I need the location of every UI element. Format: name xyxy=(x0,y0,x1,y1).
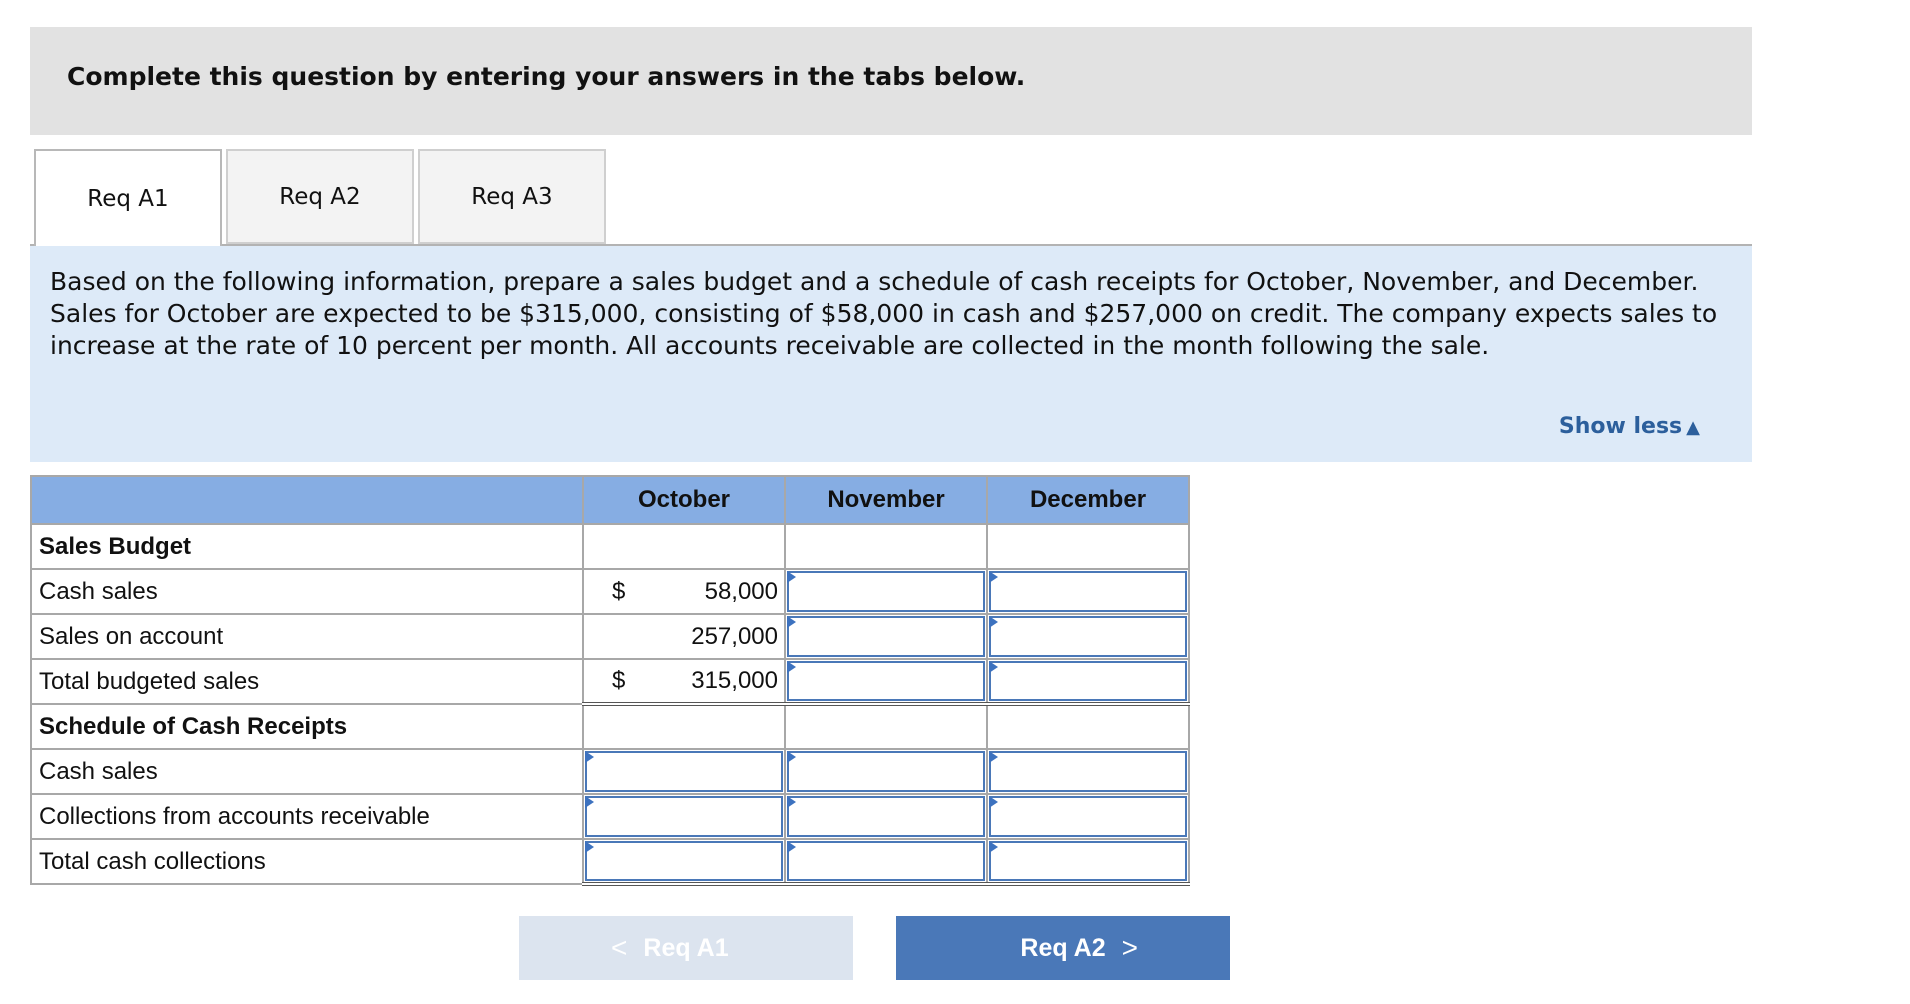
tab-req-a2[interactable]: Req A2 xyxy=(226,149,414,244)
blank-cell xyxy=(987,524,1189,569)
collections-label: Collections from accounts receivable xyxy=(31,794,583,839)
november-sales-on-account-input[interactable] xyxy=(785,614,987,659)
header-blank xyxy=(31,476,583,524)
input-flag-icon xyxy=(989,661,998,673)
input-flag-icon xyxy=(787,571,796,583)
input-flag-icon xyxy=(989,616,998,628)
show-less-link[interactable] xyxy=(1559,414,1700,439)
cash-sales-label: Cash sales xyxy=(31,569,583,614)
input-flag-icon xyxy=(787,841,796,853)
input-flag-icon xyxy=(787,751,796,763)
table-row xyxy=(31,794,1189,839)
currency-symbol: $ xyxy=(612,667,626,694)
october-total-sales-value: 315,000 xyxy=(691,667,778,694)
prev-req-label: Req A1 xyxy=(643,933,729,962)
table-row xyxy=(31,524,1189,569)
input-flag-icon xyxy=(989,571,998,583)
input-flag-icon xyxy=(989,841,998,853)
november-collections-input[interactable] xyxy=(785,794,987,839)
next-req-label: Req A2 xyxy=(1020,933,1106,962)
prev-req-button[interactable] xyxy=(519,916,853,980)
november-cash-receipts-input[interactable] xyxy=(785,749,987,794)
chevron-left-icon: < xyxy=(611,932,628,963)
table-row xyxy=(31,614,1189,659)
input-flag-icon xyxy=(585,796,594,808)
tab-req-a3[interactable]: Req A3 xyxy=(418,149,606,244)
december-cash-sales-input[interactable] xyxy=(987,569,1189,614)
tab-req-a1[interactable]: Req A1 xyxy=(34,149,222,246)
table-row xyxy=(31,749,1189,794)
sales-budget-heading: Sales Budget xyxy=(31,524,583,569)
december-total-sales-input[interactable] xyxy=(987,659,1189,704)
october-cash-sales-cell xyxy=(583,569,785,614)
show-less-label: Show less xyxy=(1558,414,1683,439)
november-cash-sales-input[interactable] xyxy=(785,569,987,614)
header-december: December xyxy=(987,476,1189,524)
schedule-heading: Schedule of Cash Receipts xyxy=(31,704,583,749)
input-flag-icon xyxy=(787,616,796,628)
december-total-collections-input[interactable] xyxy=(987,839,1189,884)
december-sales-on-account-input[interactable] xyxy=(987,614,1189,659)
october-total-collections-input[interactable] xyxy=(583,839,785,884)
header-october: October xyxy=(583,476,785,524)
input-flag-icon xyxy=(787,796,796,808)
input-flag-icon xyxy=(787,661,796,673)
table-row xyxy=(31,659,1189,704)
instructions-text: Complete this question by entering your answers in the tabs below. xyxy=(67,61,1026,91)
october-cash-receipts-input[interactable] xyxy=(583,749,785,794)
chevron-right-icon: > xyxy=(1121,932,1138,963)
december-collections-input[interactable] xyxy=(987,794,1189,839)
table-header-row xyxy=(31,476,1189,524)
total-budgeted-sales-label: Total budgeted sales xyxy=(31,659,583,704)
table-row xyxy=(31,704,1189,749)
triangle-up-icon: ▲ xyxy=(1686,417,1700,438)
sales-budget-table xyxy=(30,475,1190,886)
header-november: November xyxy=(785,476,987,524)
blank-cell xyxy=(583,704,785,749)
october-total-sales-cell xyxy=(583,659,785,704)
input-flag-icon xyxy=(585,751,594,763)
blank-cell xyxy=(987,704,1189,749)
question-text: Based on the following information, prepare a sales budget and a schedule of cash receipts for October, November, and December. Sales for October are expected to be $315,000, consisting of $58,000 in cash and $257,000 on credit. The company expects sales to increase at the rate of 10 percent per month. All accounts receivable are collected in the month following the sale. xyxy=(50,267,1718,360)
november-total-collections-input[interactable] xyxy=(785,839,987,884)
cash-receipts-label: Cash sales xyxy=(31,749,583,794)
blank-cell xyxy=(785,524,987,569)
instructions-bar xyxy=(30,27,1752,135)
currency-symbol: $ xyxy=(612,577,626,605)
table-row xyxy=(31,569,1189,614)
october-sales-on-account-value: 257,000 xyxy=(691,622,778,650)
blank-cell xyxy=(785,704,987,749)
blank-cell xyxy=(583,524,785,569)
input-flag-icon xyxy=(989,751,998,763)
input-flag-icon xyxy=(989,796,998,808)
next-req-button[interactable] xyxy=(896,916,1230,980)
input-flag-icon xyxy=(585,841,594,853)
december-cash-receipts-input[interactable] xyxy=(987,749,1189,794)
table-row xyxy=(31,839,1189,884)
october-collections-input[interactable] xyxy=(583,794,785,839)
october-cash-sales-value: 58,000 xyxy=(704,577,778,605)
october-sales-on-account-cell xyxy=(583,614,785,659)
november-total-sales-input[interactable] xyxy=(785,659,987,704)
sales-on-account-label: Sales on account xyxy=(31,614,583,659)
question-info-panel xyxy=(30,246,1752,462)
total-cash-collections-label: Total cash collections xyxy=(31,839,583,884)
